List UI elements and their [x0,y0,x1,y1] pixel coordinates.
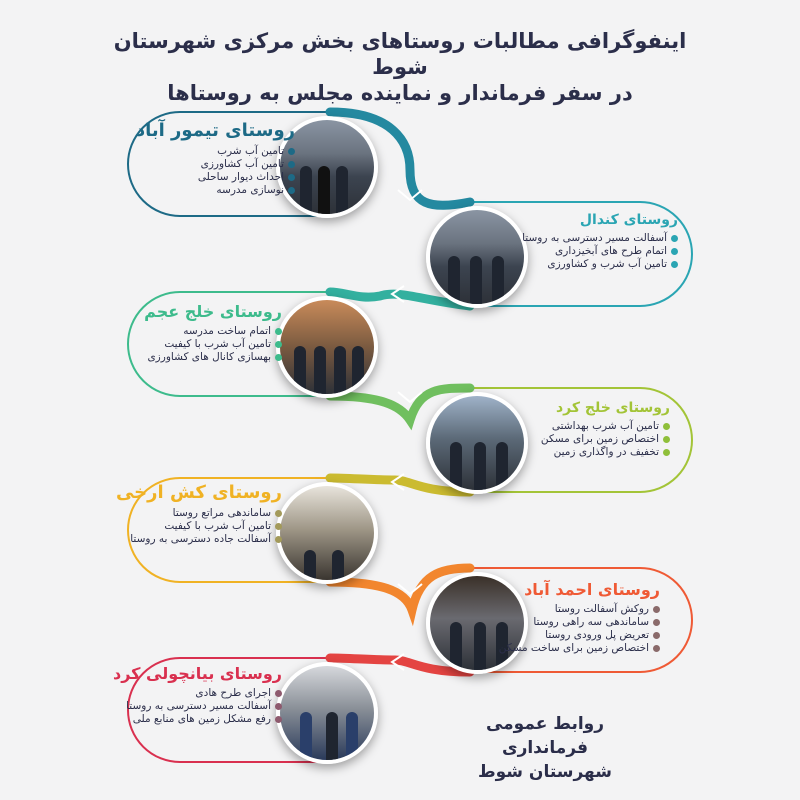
item-text: نوسازی مدرسه [216,184,284,196]
list-item [113,713,282,726]
village-card-bianchuli-kord [113,664,282,726]
list-item [144,338,282,351]
list-item [136,145,295,158]
item-text: تعریض پل ورودی روستا [545,629,649,641]
list-item [499,642,660,655]
village-title: روستای احمد آباد [524,580,660,599]
item-text: تامین آب شرب با کیفیت [164,520,271,532]
footer-line-2: شهرستان شوط [477,762,613,782]
list-item [499,616,660,629]
village-title: روستای تیمور آباد [135,120,295,141]
list-item [136,158,295,171]
item-text: تامین آب شرب و کشاورزی [547,258,667,270]
list-item [522,245,678,258]
item-text: آسفالت مسیر دسترسی به روستا [522,232,667,244]
item-text: احداث دیوار ساحلی [197,171,284,183]
item-text: تامین آب شرب با کیفیت [164,338,271,350]
list-item [116,520,282,533]
list-item [541,446,670,459]
village-title: روستای خلج کرد [555,400,670,416]
title-line-2: در سفر فرماندار و نماینده مجلس به روستاها [167,81,633,105]
list-item [113,687,282,700]
list-item [541,420,670,433]
photo-khalaj-ajam [276,296,378,398]
village-title: روستای بیانچولی کرد [112,664,282,683]
photo-kandal [426,206,528,308]
list-item [136,184,295,197]
item-text: اختصاص زمین برای مسکن [540,433,659,445]
village-card-kandal [522,212,678,271]
item-text: آسفالت جاده دسترسی به روستا [130,533,271,545]
item-text: اتمام ساخت مدرسه [183,325,271,337]
village-card-khalaj-kord [541,400,670,459]
village-title: روستای خلج عجم [144,302,282,321]
photo-khalaj-kord [426,392,528,494]
item-text: تامین آب شرب [217,145,284,157]
list-item [116,533,282,546]
photo-bianchuli-kord [276,662,378,764]
item-text: رفع مشکل زمین های منابع ملی [132,713,271,725]
photo-kesh-arkhi [276,482,378,584]
list-item [113,700,282,713]
list-item [541,433,670,446]
village-card-ahmad-abad [499,580,660,655]
list-item [116,507,282,520]
item-text: ساماندهی سه راهی روستا [533,616,649,628]
list-item [499,629,660,642]
village-card-khalaj-ajam [144,302,282,364]
item-text: اختصاص زمین برای ساخت مسکن [498,642,649,654]
item-text: ساماندهی مراتع روستا [172,507,271,519]
footer-line-1: روابط عمومی فرمانداری [485,714,605,758]
village-title: روستای کندال [579,212,678,228]
item-text: اتمام طرح های آبخیزداری [555,245,667,257]
list-item [522,258,678,271]
list-item [136,171,295,184]
village-card-kesh-arkhi [116,482,282,546]
list-item [499,603,660,616]
list-item [144,351,282,364]
item-text: روکش آسفالت روستا [554,603,649,615]
item-text: تخفیف در واگذاری زمین [553,446,659,458]
title-line-1: اینفوگرافی مطالبات روستاهای بخش مرکزی شهرستان شوط [113,29,687,79]
list-item [144,325,282,338]
item-text: تامین آب شرب بهداشتی [551,420,659,432]
item-text: اجرای طرح هادی [195,687,271,699]
item-text: آسفالت مسیر دسترسی به روستا [126,700,271,712]
village-title: روستای کش ارخی [115,482,282,503]
village-card-teymour-abad [136,120,295,197]
item-text: بهسازی کانال های کشاورزی [147,351,271,363]
item-text: تامین آب کشاورزی [200,158,284,170]
list-item [522,232,678,245]
footer-credit [450,712,640,784]
